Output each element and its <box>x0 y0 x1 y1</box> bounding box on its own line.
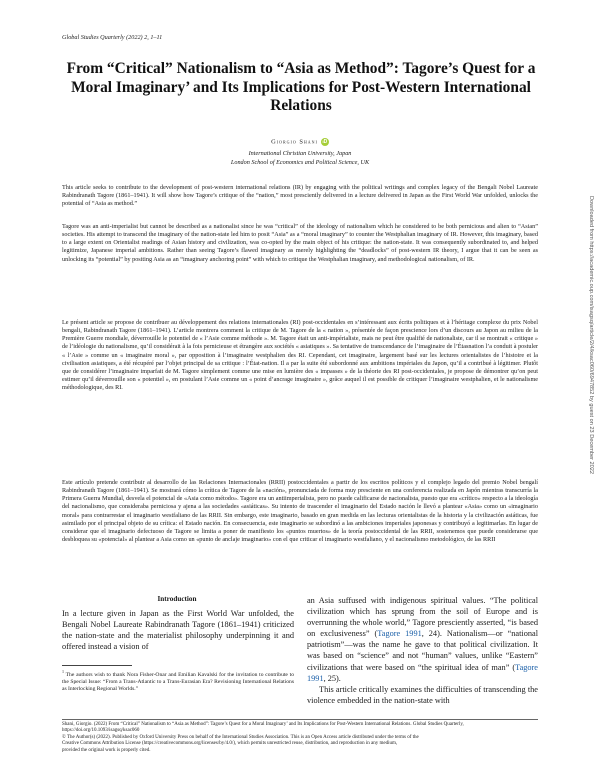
intro-left-column: In a lecture given in Japan as the First World War unfolded, the Bengali Nobel Laureate Rabindranath Tagore (1861–1941) criticized the nation-state and the materialist philosophy underpinning it and offered instead a vision of <box>62 609 294 652</box>
footer-copyright-2: Creative Commons Attribution License (https://creativecommons.org/licenses/by/4.0/), which permits unrestricted reuse, distribution, and reproduction in any medium, <box>62 741 398 747</box>
footer-copyright-3: provided the original work is properly cited. <box>62 747 151 753</box>
section-heading-introduction: Introduction <box>157 595 197 603</box>
journal-header: Global Studies Quarterly (2022) 2, 1–11 <box>62 34 163 41</box>
abstract-french: Le présent article se propose de contribuer au développement des relations internationales (RI) post-occidentales en s’intéressant aux écrits politiques et à l’héritage complexe du prix Nobel bengali, Rabindranath Tagore (1861–1941). L’article montrera comment la critique de M. Tagore de la « nation », présentée de façon prescience lors d’un discours au Japon au milieu de la Première Guerre mondiale, déverrouille le potentiel de « l’Asie comme méthode ». M. Tagore était un anti-impérialiste, mais ne peut être qualifié de nationaliste, car il se montrait « critique » de l’idéologie du nationalisme, qu’il considérait à la fois pernicieuse et étrangère aux sociétés « asiatiques ». Sa tentative de transcendance de l’imaginaire de l’Étasnation l’a conduit à postuler « l’Asie » comme un « imaginaire moral », par opposition à l’imaginaire westphalien des RI. Cependant, cet imaginaire, largement basé sur les lectures orientalistes de l’histoire et la civilisation asiatiques, a été récupéré par l’objet principal de sa critique : l’État-nation. Il a par la suite été subordonné aux ambitions impériales du Japon, qu’il a contribué à légitimer. Plutôt que de considérer l’imaginaire imparfait de M. Tagore simplement comme une mise en lumière des « impasses » de la théorie des RI post-occidentales, je propose de démontrer qu’on peut estimer qu’il déverrouille son « potentiel », en postulant l’Asie comme un « point d’ancrage imaginaire », grâce auquel il est possible de critiquer l’imaginaire westphalien, et le nationalisme méthodologique, des RI. <box>62 319 538 392</box>
footer-divider <box>62 719 538 720</box>
page-footer <box>62 722 538 754</box>
footnote <box>62 668 294 693</box>
author-line <box>0 138 600 146</box>
footer-copyright-1: © The Author(s) (2022). Published by Oxford University Press on behalf of the International Studies Association. This is an Open Access article distributed under the terms of the <box>62 734 419 740</box>
affiliation-2: London School of Economics and Political Science, UK <box>230 159 370 166</box>
affiliation-1: International Christian University, Japan <box>248 150 352 157</box>
citation-link[interactable]: Tagore 1991 <box>377 629 422 639</box>
abstract-spanish: Este artículo pretende contribuir al desarrollo de las Relaciones Internacionales (RRII) postoccidentales a partir de los escritos políticos y el complejo legado del premio Nobel bengalí Rabindranath Tagore (1861–1941). Se mostrará cómo la crítica de Tagore de la «nación», pronunciada de forma muy presciente en una conferencia realizada en Japón mientras transcurría la Primera Guerra Mundial, desvela el potencial de «Asia como método». Tagore era un antiimperialista, pero no puede calificarse de nacionalista, puesto que era «crítico» respecto a la ideología del nacionalismo, que consideraba perniciosa y ajena a las sociedades «asiáticas». Su intento de trascender el imaginario del Estado nación le llevó a plantear «Asia» como un «imaginario moral» para contrarrestar el imaginario westfaliano de las RRII. Sin embargo, este imaginario, basado en gran medida en las lecturas orientalistas de la historia y la civilización asiáticas, fue asimilado por el principal objeto de su crítica: el Estado nación. En consecuencia, este imaginario se subordinó a las ambiciones imperiales japonesas y contribuyó a legitimarlas. En lugar de considerar que el imaginario defectuoso de Tagore se limita a poner de manifiesto los «puntos muertos» de la teoría postoccidental de las RRII, sostenemos que puede considerarse que desbloquea su «potencial» al plantear a Asia como un «punto de anclaje imaginario» con el que criticar el imaginario westfaliano, y el nacionalismo metodológico, de las RRII <box>62 479 538 544</box>
download-watermark <box>586 196 596 596</box>
article-title: From “Critical” Nationalism to “Asia as Method”: Tagore’s Quest for a Moral Imaginary’ and Its Implications for Post-Western International Relations <box>66 60 536 114</box>
abstract-english-2: Tagore was an anti-imperialist but cannot be described as a nationalist since he was “critical” of the ideology of nationalism which he considered to be both pernicious and alien to “Asian” societies. His attempt to transcend the imaginary of the nation-state led him to posit “Asia” as a “moral imaginary” to counter the Westphalian imaginary of IR. However, this imaginary, based to a large extent on Orientalist readings of Asian history and civilization, was co-opted by the main object of his critique: the nation-state. It was consequently subordinated to, and helped legitimize, Japanese imperial ambitions. Rather than seeing Tagore’s flawed imaginary as merely highlighting the “deadlocks” of post-western IR theory, I argue that it can be seen as unlocking its “potential” by positing Asia as an “imaginary anchoring point” with which to critique the Westphalian imaginary, and methodological nationalism, of IR. <box>62 223 538 263</box>
footnote-divider <box>62 665 132 666</box>
intro-right-paragraph-2: This article critically examines the difficulties of transcending the violence embedded in the nation-state with <box>307 684 538 705</box>
footnote-marker: 1 <box>62 669 64 674</box>
download-watermark-text: Downloaded from https://academic.oup.com/isagsq/article/2/4/ksac060/6947852 by guest on 23 December 2022 <box>588 196 594 474</box>
author-name: Giorgio Shani <box>271 138 318 146</box>
citation-link[interactable]: Tagore 1991 <box>307 662 538 683</box>
intro-right-column <box>307 595 538 706</box>
footnote-text: The authors wish to thank Nora Fisher-Onar and Emilian Kavalski for the invitation to contribute to the Special Issue: “From a Trans-Atlantic to a Trans-Eurasian Era? Revisioning International Relations as Interlocking Regional Worlds.” <box>62 671 294 693</box>
orcid-icon[interactable]: iD <box>322 139 328 145</box>
footer-citation: Shani, Giorgio. (2022) From “Critical” Nationalism to “Asia as Method”: Tagore’s Quest for a Moral Imaginary’ and Its Implications for Post-Western International Relations. Global Studies Quarterly, https://doi.org/10.1093/isagsq/ksac060 <box>62 722 464 734</box>
abstract-english-1: This article seeks to contribute to the development of post-western international relations (IR) by engaging with the political writings and complex legacy of the Bengali Nobel Laureate Rabindranath Tagore (1861–1941). It will show how Tagore’s critique of the “nation,” most presciently delivered in a lecture delivered in Japan as the First World War unfolded, unlocks the potential of “Asia as method.” <box>62 184 538 208</box>
intro-right-paragraph-1: an Asia suffused with indigenous spiritual values. “The political civilization which has sprung from the soil of Europe and is overrunning the whole world,” Tagore presciently asserted, “is based on exclusiveness” (Tagore 1991, 24). Nationalism—or “national patriotism”—was the name he gave to that political civilization. It was based on “science” and not “human” values, unlike “Eastern” civilizations that were based on “the spiritual idea of man” (Tagore 1991, 25). <box>307 596 538 683</box>
